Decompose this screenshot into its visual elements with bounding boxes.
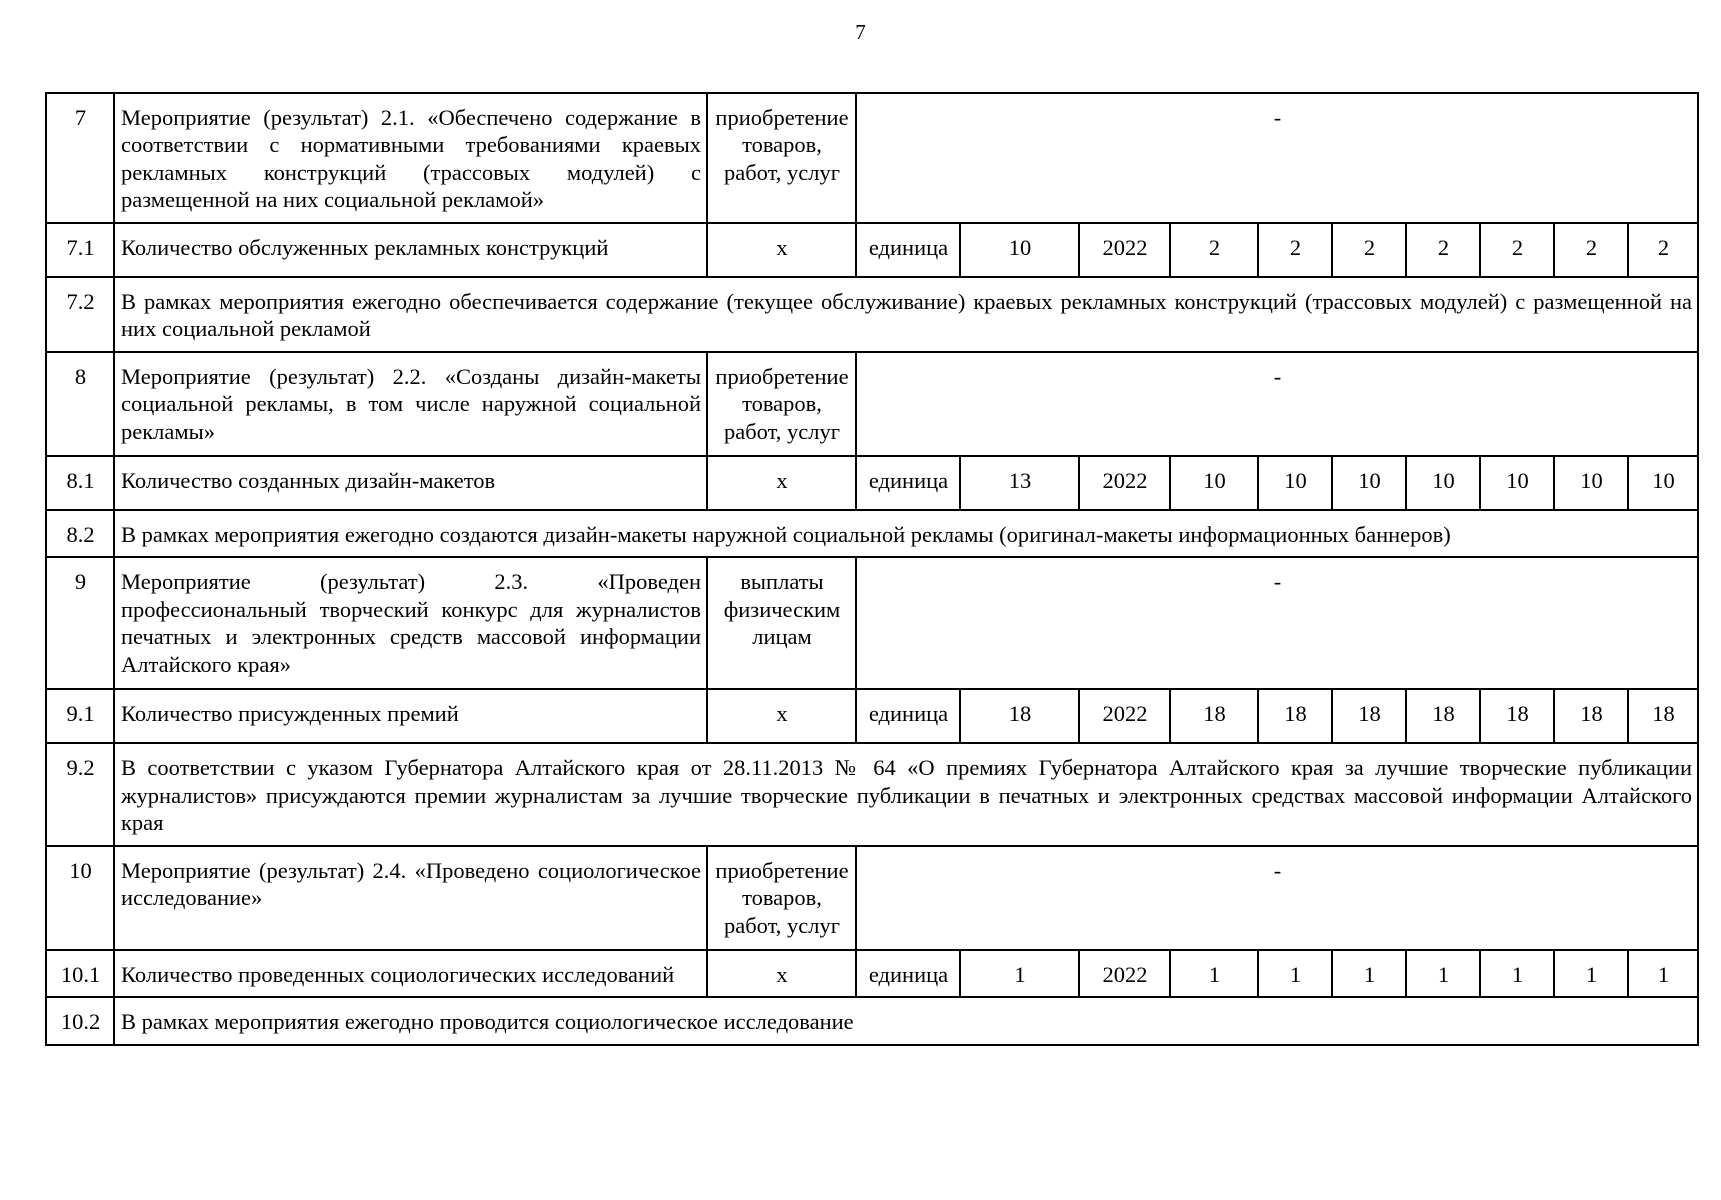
- indicator-row: [46, 950, 1698, 997]
- indicator-row: [46, 689, 1698, 743]
- expense-type: приобретение товаров, работ, услуг: [707, 846, 856, 950]
- indicator-name: Количество присужденных премий: [114, 689, 707, 743]
- indicator-base-year: 2022: [1079, 456, 1170, 510]
- empty-dash: -: [856, 557, 1698, 689]
- measure-note: В рамках мероприятия ежегодно создаются дизайн-макеты наружной социальной рекламы (оригинал-макеты информационных баннеров): [114, 510, 1698, 557]
- indicator-mark: х: [707, 950, 856, 997]
- indicator-mark: х: [707, 689, 856, 743]
- indicator-unit: единица: [856, 223, 960, 277]
- measure-row: [46, 557, 1698, 689]
- measure-row: [46, 93, 1698, 223]
- indicator-value: 2: [1258, 223, 1332, 277]
- indicator-value: 10: [1480, 456, 1554, 510]
- row-number: 9.1: [46, 689, 114, 743]
- measure-note: В соответствии с указом Губернатора Алтайского края от 28.11.2013 № 64 «О премиях Губернатора Алтайского края за лучшие творческие публикации журналистов» присуждаются премии журналистам за лучшие творческие публикации в печатных и электронных средствах массовой информации Алтайского края: [114, 743, 1698, 845]
- indicator-name: Количество созданных дизайн-макетов: [114, 456, 707, 510]
- indicator-value: 10: [1406, 456, 1480, 510]
- indicator-value: 2: [1406, 223, 1480, 277]
- empty-dash: -: [856, 93, 1698, 223]
- indicator-value: 2: [1170, 223, 1258, 277]
- indicator-value: 1: [1170, 950, 1258, 997]
- row-number: 7.1: [46, 223, 114, 277]
- row-number: 7.2: [46, 277, 114, 352]
- indicator-base-year: 2022: [1079, 223, 1170, 277]
- indicator-unit: единица: [856, 456, 960, 510]
- indicator-base-year: 2022: [1079, 950, 1170, 997]
- indicator-value: 10: [1628, 456, 1698, 510]
- measure-row: [46, 352, 1698, 456]
- indicator-value: 1: [1258, 950, 1332, 997]
- indicator-value: 18: [1628, 689, 1698, 743]
- measure-description: Мероприятие (результат) 2.3. «Проведен профессиональный творческий конкурс для журналистов печатных и электронных средств массовой информации Алтайского края»: [114, 557, 707, 689]
- indicator-value: 1: [1406, 950, 1480, 997]
- indicator-value: 1: [1554, 950, 1628, 997]
- row-number: 10: [46, 846, 114, 950]
- indicator-value: 10: [1258, 456, 1332, 510]
- indicator-mark: х: [707, 456, 856, 510]
- indicator-value: 18: [1258, 689, 1332, 743]
- indicator-value: 2: [1480, 223, 1554, 277]
- indicator-value: 18: [1406, 689, 1480, 743]
- row-number: 8: [46, 352, 114, 456]
- empty-dash: -: [856, 846, 1698, 950]
- indicator-value: 18: [1170, 689, 1258, 743]
- indicator-value: 18: [1332, 689, 1406, 743]
- row-number: 9: [46, 557, 114, 689]
- indicator-value: 2: [1628, 223, 1698, 277]
- note-row: [46, 997, 1698, 1044]
- indicator-name: Количество проведенных социологических исследований: [114, 950, 707, 997]
- indicator-mark: х: [707, 223, 856, 277]
- indicator-value: 10: [1332, 456, 1406, 510]
- indicator-name: Количество обслуженных рекламных конструкций: [114, 223, 707, 277]
- indicator-base-value: 13: [960, 456, 1079, 510]
- indicator-base-year: 2022: [1079, 689, 1170, 743]
- row-number: 9.2: [46, 743, 114, 845]
- measure-note: В рамках мероприятия ежегодно проводится социологическое исследование: [114, 997, 1698, 1044]
- row-number: 8.2: [46, 510, 114, 557]
- indicator-value: 10: [1170, 456, 1258, 510]
- measures-table: [45, 92, 1699, 1046]
- row-number: 8.1: [46, 456, 114, 510]
- indicator-base-value: 10: [960, 223, 1079, 277]
- indicator-value: 1: [1480, 950, 1554, 997]
- indicator-value: 1: [1628, 950, 1698, 997]
- indicator-value: 10: [1554, 456, 1628, 510]
- indicator-value: 18: [1480, 689, 1554, 743]
- note-row: [46, 277, 1698, 352]
- indicator-value: 2: [1332, 223, 1406, 277]
- expense-type: выплаты физическим лицам: [707, 557, 856, 689]
- expense-type: приобретение товаров, работ, услуг: [707, 93, 856, 223]
- indicator-value: 2: [1554, 223, 1628, 277]
- indicator-value: 1: [1332, 950, 1406, 997]
- measure-description: Мероприятие (результат) 2.1. «Обеспечено содержание в соответствии с нормативными требованиями краевых рекламных конструкций (трассовых модулей) с размещенной на них социальной рекламой»: [114, 93, 707, 223]
- measure-row: [46, 846, 1698, 950]
- indicator-row: [46, 223, 1698, 277]
- indicator-base-value: 1: [960, 950, 1079, 997]
- measure-description: Мероприятие (результат) 2.4. «Проведено социологическое исследование»: [114, 846, 707, 950]
- indicator-unit: единица: [856, 689, 960, 743]
- measure-note: В рамках мероприятия ежегодно обеспечивается содержание (текущее обслуживание) краевых рекламных конструкций (трассовых модулей) с размещенной на них социальной рекламой: [114, 277, 1698, 352]
- indicator-value: 18: [1554, 689, 1628, 743]
- empty-dash: -: [856, 352, 1698, 456]
- expense-type: приобретение товаров, работ, услуг: [707, 352, 856, 456]
- row-number: 10.1: [46, 950, 114, 997]
- note-row: [46, 743, 1698, 845]
- measure-description: Мероприятие (результат) 2.2. «Созданы дизайн-макеты социальной рекламы, в том числе наружной социальной рекламы»: [114, 352, 707, 456]
- indicator-base-value: 18: [960, 689, 1079, 743]
- indicator-row: [46, 456, 1698, 510]
- indicator-unit: единица: [856, 950, 960, 997]
- row-number: 10.2: [46, 997, 114, 1044]
- row-number: 7: [46, 93, 114, 223]
- note-row: [46, 510, 1698, 557]
- page-number: 7: [855, 20, 866, 44]
